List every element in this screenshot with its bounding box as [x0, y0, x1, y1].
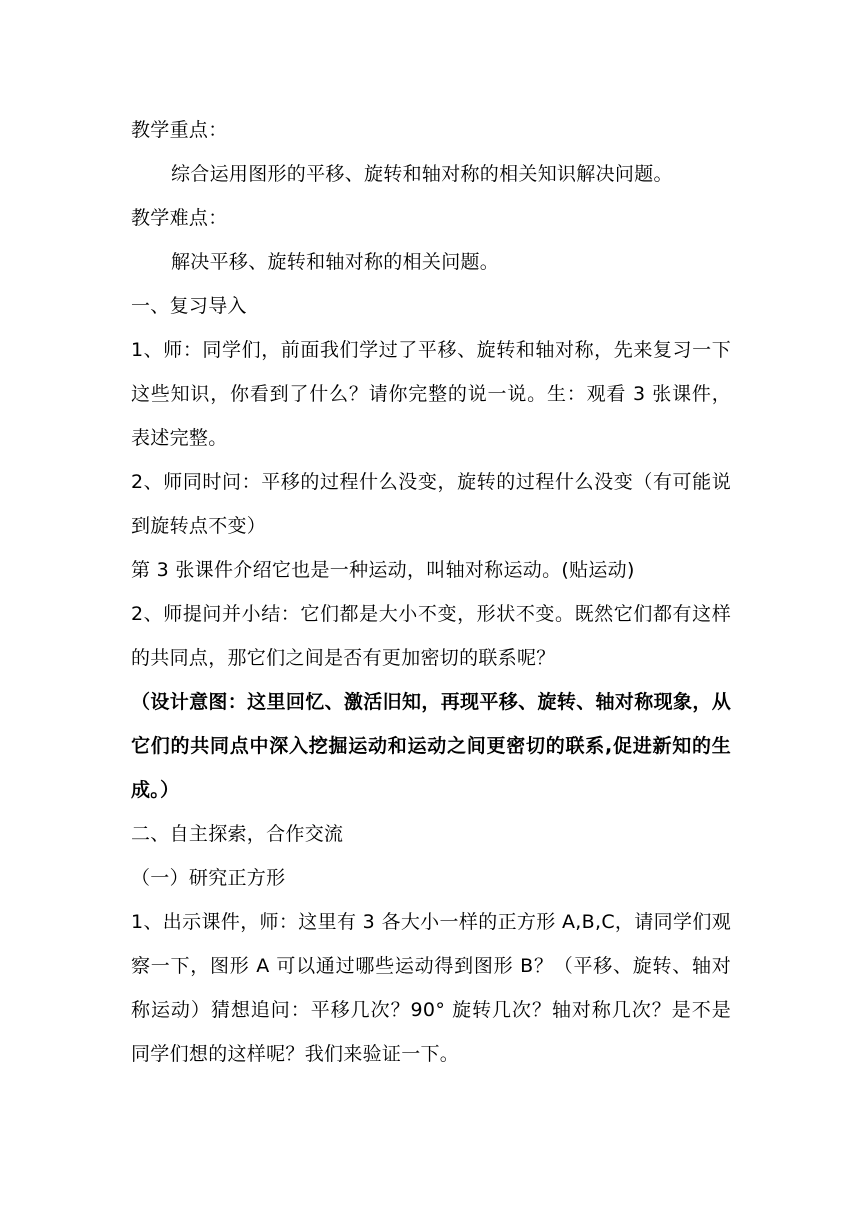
paragraph-review-3: 第 3 张课件介绍它也是一种运动，叫轴对称运动。(贴运动): [131, 559, 635, 581]
paragraph-review-4: 2、师提问并小结：它们都是大小不变，形状不变。既然它们都有这样的共同点，那它们之间是否有更加密切的联系呢？: [131, 603, 731, 669]
design-intent-note: （设计意图：这里回忆、激活旧知，再现平移、旋转、轴对称现象，从它们的共同点中深入挖掘运动和运动之间更密切的联系,促进新知的生成。）: [131, 691, 731, 801]
subsection-heading-square: （一）研究正方形: [131, 867, 286, 889]
paragraph-review-1: 1、师：同学们，前面我们学过了平移、旋转和轴对称，先来复习一下这些知识，你看到了什么？请你完整的说一说。生：观看 3 张课件，表述完整。: [131, 339, 731, 449]
focus-text: 综合运用图形的平移、旋转和轴对称的相关知识解决问题。: [171, 163, 673, 185]
section-heading-review: 一、复习导入: [131, 295, 247, 317]
paragraph-square-1: 1、出示课件，师：这里有 3 各大小一样的正方形 A,B,C，请同学们观察一下，图形 A 可以通过哪些运动得到图形 B？（平移、旋转、轴对称运动）猜想追问：平移几次？90° 旋转几次？轴对称几次？是不是同学们想的这样呢？我们来验证一下。: [131, 911, 731, 1065]
section-heading-explore: 二、自主探索，合作交流: [131, 823, 344, 845]
focus-heading: 教学重点：: [131, 119, 228, 141]
document-page: [131, 108, 731, 1076]
difficulty-text: 解决平移、旋转和轴对称的相关问题。: [171, 251, 500, 273]
paragraph-review-2: 2、师同时问：平移的过程什么没变，旋转的过程什么没变（有可能说到旋转点不变）: [131, 471, 731, 537]
difficulty-heading: 教学难点：: [131, 207, 228, 229]
